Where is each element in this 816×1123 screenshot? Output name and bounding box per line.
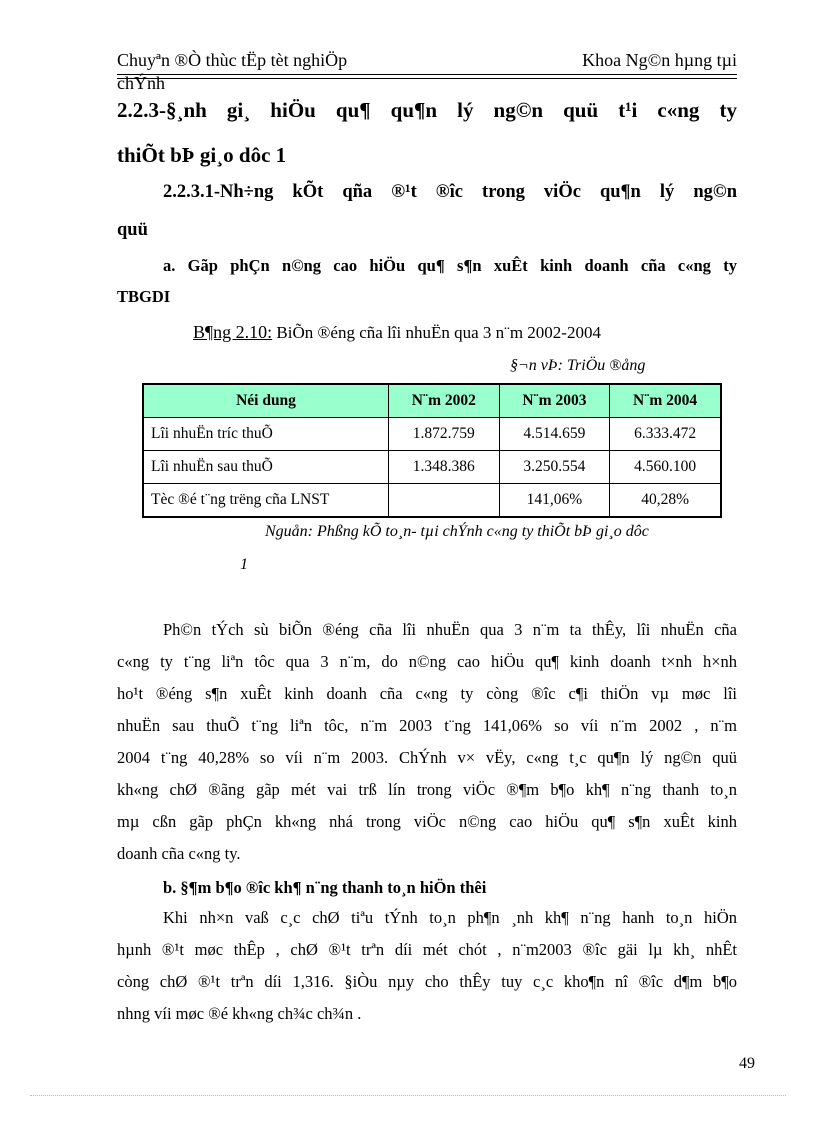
table-cell: 1.872.759 xyxy=(389,418,500,451)
paragraph-line: nhuËn sau thuÕ t¨ng liªn tôc, n¨m 2003 t¨ng 141,06% so víi n¨m 2002 , n¨m xyxy=(117,716,737,735)
heading-a-line2: TBGDI xyxy=(117,287,171,306)
table-cell xyxy=(389,484,500,518)
paragraph-analysis xyxy=(117,614,737,870)
header-cell: Néi dung xyxy=(143,384,389,418)
table-cell: Lîi nhuËn sau thuÕ xyxy=(143,451,389,484)
table-source-line1: Nguån: Phßng kÕ to¸n- tµi chÝnh c«ng ty thiÕt bÞ gi¸o dôc xyxy=(265,523,649,540)
table-cell: 3.250.554 xyxy=(499,451,610,484)
subsection-title-line2: quü xyxy=(117,220,148,240)
table-cell: 141,06% xyxy=(499,484,610,518)
header-right-text: Khoa Ng©n hµng tµi xyxy=(582,50,737,70)
paragraph-line: nhng víi møc ®é kh«ng ch¾c ch¾n . xyxy=(117,1004,362,1023)
paragraph-line: doanh cña c«ng ty. xyxy=(117,844,241,863)
table-cell: Lîi nhuËn tríc thuÕ xyxy=(143,418,389,451)
profit-table xyxy=(142,383,722,518)
table-cell: 1.348.386 xyxy=(389,451,500,484)
paragraph-line: hµnh ®¹t møc thÊp , chØ ®¹t trªn díi mét chót , n¨m2003 ®îc gäi lµ kh¸ nhÊt xyxy=(117,940,737,959)
table-caption-text: BiÕn ®éng cña lîi nhuËn qua 3 n¨m 2002-2004 xyxy=(272,323,601,342)
table-row xyxy=(143,484,721,518)
table-row xyxy=(143,418,721,451)
paragraph-line: Ph©n tÝch sù biÕn ®éng cña lîi nhuËn qua 3 n¨m ta thÊy, lîi nhuËn cña xyxy=(163,620,737,639)
paragraph-line: 2004 t¨ng 40,28% so víi n¨m 2003. ChÝnh v× vËy, c«ng t¸c qu¶n lý ng©n quü xyxy=(117,748,737,767)
table-cell: 4.514.659 xyxy=(499,418,610,451)
table-caption-label: B¶ng 2.10: xyxy=(193,322,273,342)
page-number: 49 xyxy=(739,1055,755,1072)
header-rule-top xyxy=(117,74,737,75)
section-title-line2: thiÕt bÞ gi¸o dôc 1 xyxy=(117,143,287,167)
header-continuation: chÝnh xyxy=(117,73,165,93)
table-cell: 6.333.472 xyxy=(610,418,721,451)
footer-divider xyxy=(30,1095,786,1096)
paragraph-line: mµ cßn gãp phÇn kh«ng nhá trong viÖc n©ng cao hiÖu qu¶ s¶n xuÊt kinh xyxy=(117,812,737,831)
table-cell: 40,28% xyxy=(610,484,721,518)
header-cell: N¨m 2004 xyxy=(610,384,721,418)
paragraph-liquidity xyxy=(117,902,737,1030)
header-cell: N¨m 2002 xyxy=(389,384,500,418)
table-header-row xyxy=(143,384,721,418)
paragraph-line: c«ng ty t¨ng liªn tôc qua 3 n¨m, do n©ng cao hiÖu qu¶ kinh doanh t×nh h×nh xyxy=(117,652,737,671)
table-cell: 4.560.100 xyxy=(610,451,721,484)
table-source-line2: 1 xyxy=(240,556,248,573)
subsection-title-line1: 2.2.3.1-Nh÷ng kÕt qña ®¹t ®îc trong viÖc qu¶n lý ng©n xyxy=(163,182,737,202)
header-left-text: Chuyªn ®Ò thùc tËp tèt nghiÖp xyxy=(117,50,348,70)
header-cell: N¨m 2003 xyxy=(499,384,610,418)
table-cell: Tèc ®é t¨ng trëng cña LNST xyxy=(143,484,389,518)
paragraph-line: Khi nh×n vaß c¸c chØ tiªu tÝnh to¸n ph¶n ¸nh kh¶ n¨ng hanh to¸n hiÖn xyxy=(163,908,737,927)
table-caption xyxy=(193,322,601,343)
heading-a-line1: a. Gãp phÇn n©ng cao hiÖu qu¶ s¶n xuÊt kinh doanh cña c«ng ty xyxy=(163,256,737,275)
paragraph-line: còng chØ ®¹t trªn díi 1,316. §iÒu nµy cho thÊy tuy c¸c kho¶n nî ®îc d¶m b¶o xyxy=(117,972,737,991)
heading-b: b. §¶m b¶o ®îc kh¶ n¨ng thanh to¸n hiÖn thêi xyxy=(163,878,487,897)
paragraph-line: kh«ng chØ ®ãng gãp mét vai trß lín trong viÖc ®¶m b¶o kh¶ n¨ng thanh to¸n xyxy=(117,780,737,799)
paragraph-line: ho¹t ®éng s¶n xuÊt kinh doanh cña c«ng ty còng ®îc c¶i thiÖn vµ møc lîi xyxy=(117,684,737,703)
header-rule-bottom xyxy=(117,78,737,79)
table-row xyxy=(143,451,721,484)
table-unit: §¬n vÞ: TriÖu ®ång xyxy=(510,357,646,374)
section-title-line1: 2.2.3-§¸nh gi¸ hiÖu qu¶ qu¶n lý ng©n quü t¹i c«ng ty xyxy=(117,98,737,122)
